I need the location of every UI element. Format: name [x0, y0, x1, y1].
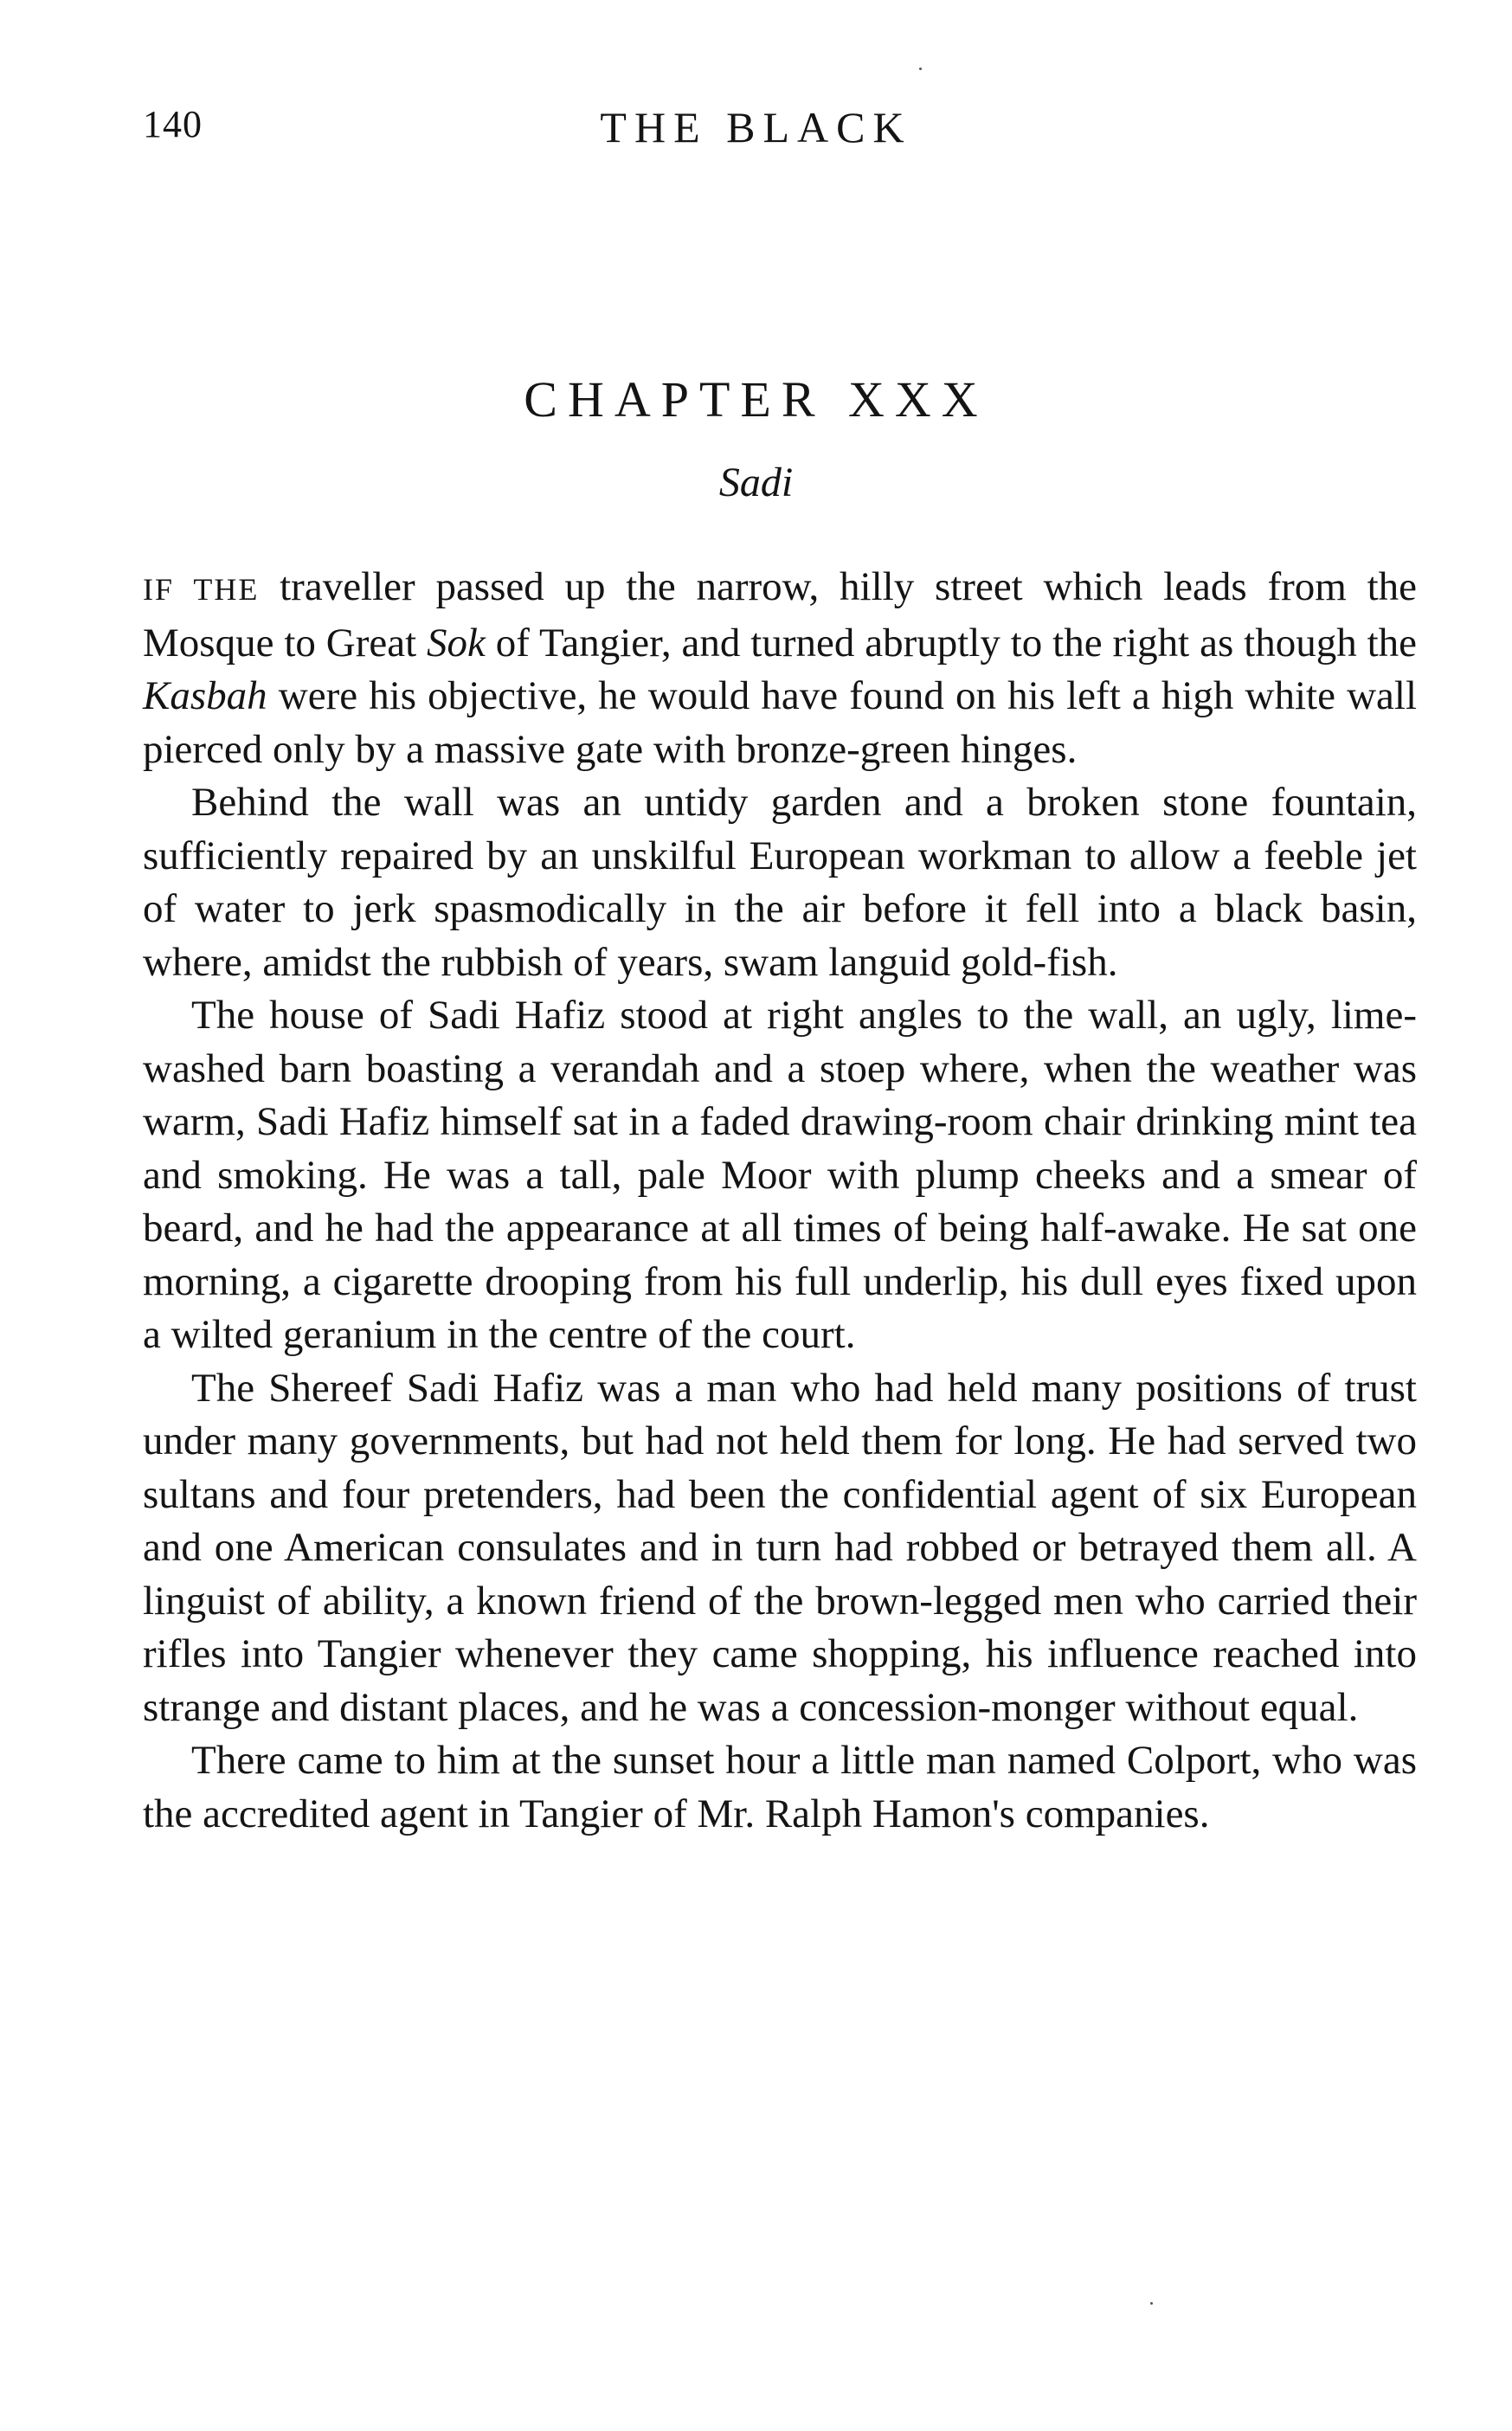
print-speck	[919, 68, 922, 70]
paragraph-1-text-a: traveller passed up the narrow, hilly street which leads from the Mosque to Great	[143, 564, 1418, 666]
italic-term-kasbah: Kasbah	[143, 673, 267, 718]
paragraph-5: There came to him at the sunset hour a little man named Colport, who was the accredited agent in Tangier of Mr. Ralph Hamon's companies.	[143, 1738, 1417, 1836]
paragraph-4: The Shereef Sadi Hafiz was a man who had held many positions of trust under many governments, but had not held them for long. He had served two sultans and four pretenders, had been the confidential agent of six European and one American consulates and in turn had robbed or betrayed them all. A linguist of ability, a known friend of the brown-legged men who carried their rifles into Tangier whenever they came shopping, his influence reached into strange and distant places, and he was a concession-monger without equal.	[143, 1365, 1417, 1730]
running-head: THE BLACK	[600, 103, 912, 151]
paragraph-2: Behind the wall was an untidy garden and a broken stone fountain, sufficiently repaired by an unskilful European workman to allow a feeble jet of water to jerk spasmodically in the air before it fell into a black basin, where, amidst the rubbish of years, swam languid gold-fish.	[143, 780, 1417, 985]
paragraph-3: The house of Sadi Hafiz stood at right angles to the wall, an ugly, lime-washed barn boasting a verandah and a stoep where, when the weather was warm, Sadi Hafiz himself sat in a faded drawing-room chair drinking mint tea and smoking. He was a tall, pale Moor with plump cheeks and a smear of beard, and he had the appearance at all times of being half-awake. He sat one morning, a cigarette drooping from his full underlip, his dull eyes fixed upon a wilted geranium in the centre of the court.	[143, 993, 1417, 1357]
italic-term-sok: Sok	[427, 620, 486, 666]
paragraph-1-text-c: were his objective, he would have found on his left a high white wall pierced only by a massive gate with bronze-green hinges.	[143, 673, 1417, 772]
chapter-title: Sadi	[718, 460, 794, 505]
page-number: 140	[143, 103, 203, 145]
paragraph-1	[143, 561, 1417, 776]
print-speck	[1150, 2302, 1153, 2305]
paragraph-1-text-b: of Tangier, and turned abruptly to the right as though the	[485, 620, 1418, 666]
small-caps-lead-in: IF THE	[143, 572, 260, 607]
body-text	[143, 561, 1417, 1841]
chapter-heading: CHAPTER XXX	[524, 371, 988, 428]
